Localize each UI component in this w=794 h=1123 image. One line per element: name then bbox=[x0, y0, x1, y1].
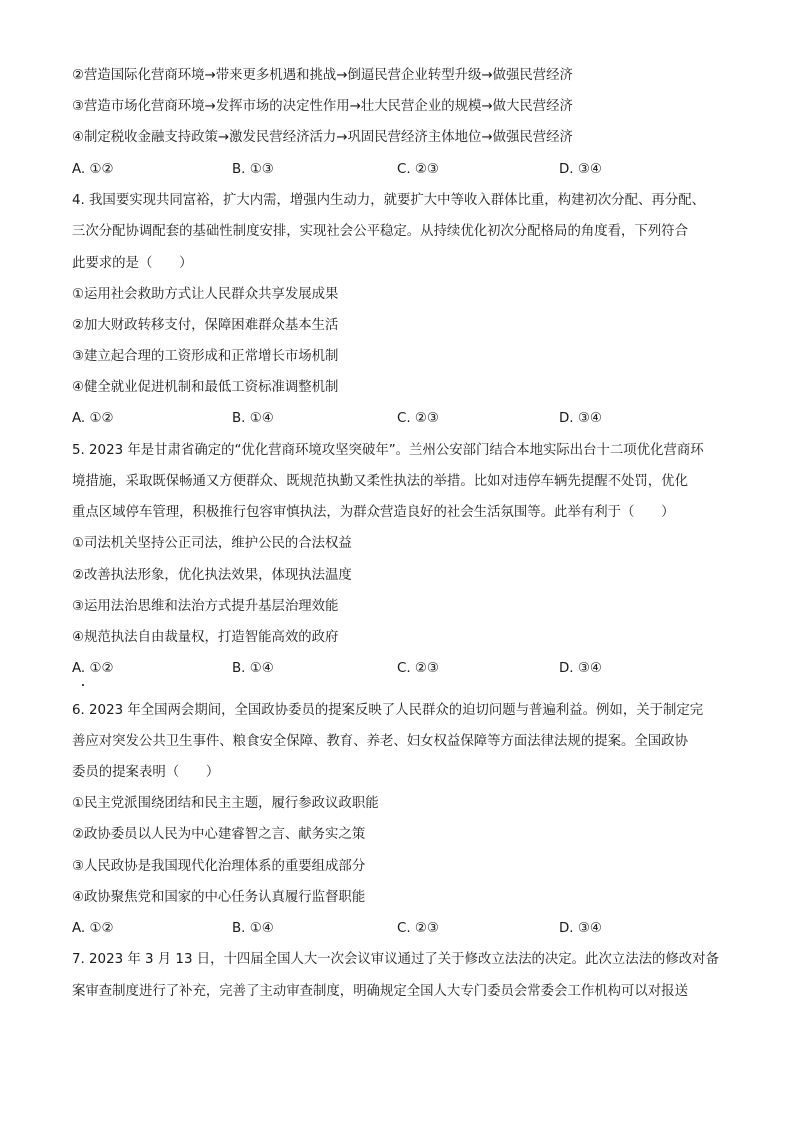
option-4: ④制定税收金融支持政策→激发民营经济活力→巩固民营经济主体地位→做强民营经济 bbox=[72, 130, 573, 145]
question-stem: 5. 2023 年是甘肃省确定的“优化营商环境攻坚突破年”。兰州公安部门结合本地实际出台十二项优化营商环 bbox=[72, 443, 704, 458]
choice-d: D. ③④ bbox=[559, 661, 602, 676]
option-2: ②营造国际化营商环境→带来更多机遇和挑战→倒逼民营企业转型升级→做强民营经济 bbox=[72, 68, 573, 83]
choice-c: C. ②③ bbox=[397, 661, 439, 676]
choice-a: A. ①② bbox=[72, 661, 114, 676]
question-stem: 善应对突发公共卫生事件、粮食安全保障、教育、养老、妇女权益保障等方面法律法规的提案。全国政协 bbox=[72, 734, 688, 749]
option-1: ①司法机关坚持公正司法，维护公民的合法权益 bbox=[72, 536, 352, 551]
answer-choices bbox=[72, 659, 732, 679]
question-stem: 6. 2023 年全国两会期间，全国政协委员的提案反映了人民群众的迫切问题与普遍利益。例如，关于制定完 bbox=[72, 703, 704, 718]
option-2: ②加大财政转移支付，保障困难群众基本生活 bbox=[72, 318, 339, 333]
choice-b: B. ①④ bbox=[232, 661, 274, 676]
question-stem: 7. 2023 年 3 月 13 日，十四届全国人大一次会议审议通过了关于修改立法法的决定。此次立法法的修改对备 bbox=[72, 952, 719, 967]
question-stem: 三次分配协调配套的基础性制度安排，实现社会公平稳定。从持续优化初次分配格局的角度看，下列符合 bbox=[72, 224, 688, 239]
option-3: ③人民政协是我国现代化治理体系的重要组成部分 bbox=[72, 859, 366, 874]
question-stem: 重点区域停车管理，积极推行包容审慎执法，为群众营造良好的社会生活氛围等。此举有利于（ ） bbox=[72, 505, 675, 520]
question-stem: 境措施，采取既保畅通又方便群众、既规范执勤又柔性执法的举措。比如对违停车辆先提醒不处罚，优化 bbox=[72, 474, 688, 489]
choice-d: D. ③④ bbox=[559, 162, 602, 177]
option-2: ②改善执法形象，优化执法效果，体现执法温度 bbox=[72, 568, 352, 583]
option-3: ③建立起合理的工资形成和正常增长市场机制 bbox=[72, 349, 339, 364]
option-4: ④健全就业促进机制和最低工资标准调整机制 bbox=[72, 380, 339, 395]
option-1: ①运用社会救助方式让人民群众共享发展成果 bbox=[72, 287, 339, 302]
choice-c: C. ②③ bbox=[397, 921, 439, 936]
question-stem: 委员的提案表明（ ） bbox=[72, 765, 220, 780]
option-4: ④规范执法自由裁量权，打造智能高效的政府 bbox=[72, 630, 339, 645]
option-3: ③运用法治思维和法治方式提升基层治理效能 bbox=[72, 599, 339, 614]
question-stem: 案审查制度进行了补充，完善了主动审查制度，明确规定全国人大专门委员会常委会工作机构可以对报送 bbox=[72, 984, 688, 999]
choice-b: B. ①④ bbox=[232, 411, 274, 426]
answer-choices bbox=[72, 160, 732, 180]
choice-d: D. ③④ bbox=[559, 411, 602, 426]
choice-a: A. ①② bbox=[72, 162, 114, 177]
answer-choices bbox=[72, 919, 732, 939]
choice-d: D. ③④ bbox=[559, 921, 602, 936]
choice-a: A. ①② bbox=[72, 921, 114, 936]
choice-b: B. ①④ bbox=[232, 921, 274, 936]
option-4: ④政协聚焦党和国家的中心任务认真履行监督职能 bbox=[72, 890, 366, 905]
question-stem: 4. 我国要实现共同富裕，扩大内需，增强内生动力，就要扩大中等收入群体比重，构建初次分配、再分配、 bbox=[72, 193, 705, 208]
option-3: ③营造市场化营商环境→发挥市场的决定性作用→壮大民营企业的规模→做大民营经济 bbox=[72, 99, 573, 114]
choice-c: C. ②③ bbox=[397, 411, 439, 426]
stray-mark bbox=[82, 684, 84, 686]
choice-b: B. ①③ bbox=[232, 162, 274, 177]
question-stem: 此要求的是（ ） bbox=[72, 256, 193, 271]
choice-a: A. ①② bbox=[72, 411, 114, 426]
option-2: ②政协委员以人民为中心建睿智之言、献务实之策 bbox=[72, 827, 366, 842]
answer-choices bbox=[72, 409, 732, 429]
choice-c: C. ②③ bbox=[397, 162, 439, 177]
option-1: ①民主党派围绕团结和民主主题，履行参政议政职能 bbox=[72, 796, 379, 811]
